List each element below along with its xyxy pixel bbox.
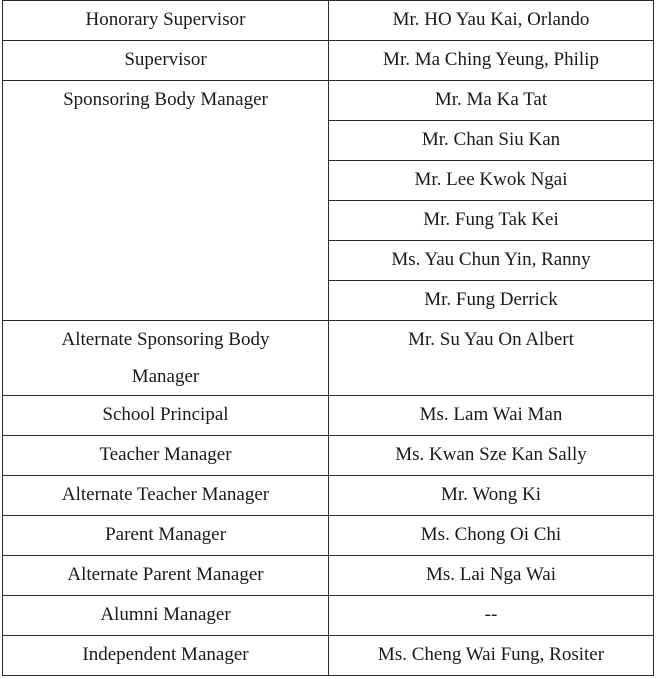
role-cell: Alumni Manager bbox=[3, 596, 329, 636]
name-cell: Mr. Su Yau On Albert bbox=[329, 321, 654, 396]
name-cell: -- bbox=[329, 596, 654, 636]
table-row bbox=[3, 1, 654, 41]
role-cell: School Principal bbox=[3, 396, 329, 436]
name-cell: Mr. Ma Ka Tat bbox=[329, 81, 654, 121]
role-cell: Sponsoring Body Manager bbox=[3, 81, 329, 321]
managers-table bbox=[2, 0, 654, 676]
name-cell: Mr. Chan Siu Kan bbox=[329, 121, 654, 161]
name-cell: Ms. Cheng Wai Fung, Rositer bbox=[329, 636, 654, 676]
name-cell: Mr. Fung Derrick bbox=[329, 281, 654, 321]
table-row bbox=[3, 516, 654, 556]
table-row bbox=[3, 596, 654, 636]
role-cell: Independent Manager bbox=[3, 636, 329, 676]
table-row bbox=[3, 396, 654, 436]
table-row bbox=[3, 81, 654, 121]
name-cell: Mr. HO Yau Kai, Orlando bbox=[329, 1, 654, 41]
role-cell: Alternate Sponsoring Body Manager bbox=[3, 321, 329, 396]
role-cell: Teacher Manager bbox=[3, 436, 329, 476]
name-cell: Ms. Kwan Sze Kan Sally bbox=[329, 436, 654, 476]
table-row bbox=[3, 41, 654, 81]
name-cell: Mr. Lee Kwok Ngai bbox=[329, 161, 654, 201]
table-row bbox=[3, 436, 654, 476]
role-cell: Alternate Teacher Manager bbox=[3, 476, 329, 516]
role-cell: Alternate Parent Manager bbox=[3, 556, 329, 596]
name-cell: Ms. Lam Wai Man bbox=[329, 396, 654, 436]
table-row bbox=[3, 556, 654, 596]
table-row bbox=[3, 636, 654, 676]
table-row bbox=[3, 476, 654, 516]
name-cell: Mr. Ma Ching Yeung, Philip bbox=[329, 41, 654, 81]
role-cell: Parent Manager bbox=[3, 516, 329, 556]
name-cell: Ms. Lai Nga Wai bbox=[329, 556, 654, 596]
name-cell: Mr. Fung Tak Kei bbox=[329, 201, 654, 241]
role-cell: Supervisor bbox=[3, 41, 329, 81]
table-row bbox=[3, 321, 654, 396]
role-cell: Honorary Supervisor bbox=[3, 1, 329, 41]
name-cell: Mr. Wong Ki bbox=[329, 476, 654, 516]
name-cell: Ms. Chong Oi Chi bbox=[329, 516, 654, 556]
name-cell: Ms. Yau Chun Yin, Ranny bbox=[329, 241, 654, 281]
